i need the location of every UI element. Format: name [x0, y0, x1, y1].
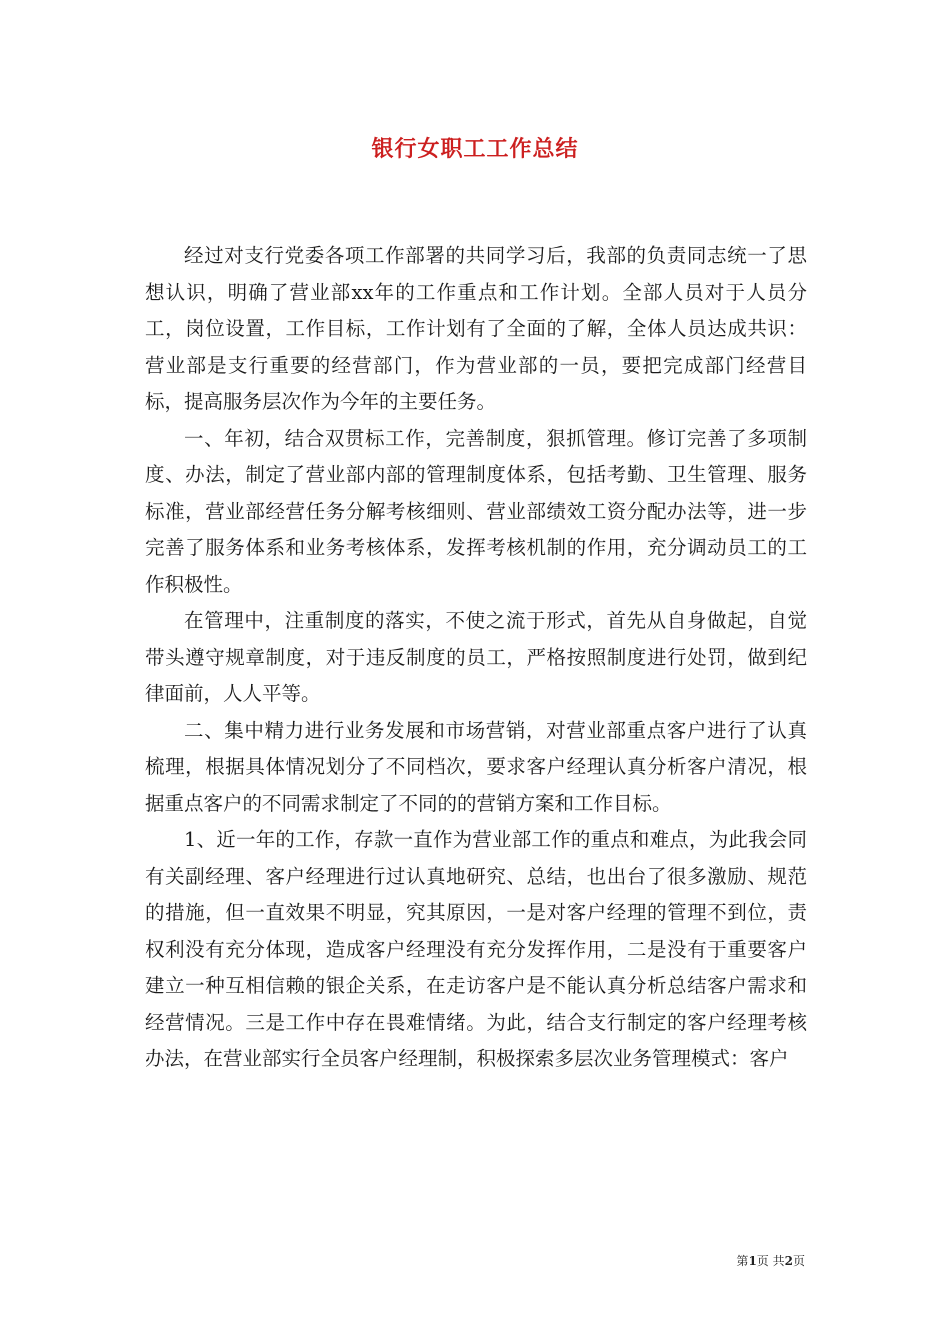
paragraph-section-two: 二、集中精力进行业务发展和市场营销，对营业部重点客户进行了认真梳理，根据具体情况划分了不同档次，要求客户经理认真分析客户清况，根据重点客户的不同需求制定了不同的的营销方案和工作目标。	[145, 718, 807, 815]
document-title: 银行女职工工作总结	[371, 136, 579, 162]
paragraph-intro: 经过对支行党委各项工作部署的共同学习后，我部的负责同志统一了思想认识，明确了营业部xx年的工作重点和工作计划。全部人员对于人员分工，岗位设置，工作目标，工作计划有了全面的了解，全体人员达成共识：营业部是支行重要的经营部门，作为营业部的一员，要把完成部门经营目标，提高服务层次作为今年的主要任务。	[145, 244, 807, 413]
footer-prefix: 第	[736, 1254, 749, 1268]
paragraph-section-one: 一、年初，结合双贯标工作，完善制度，狠抓管理。修订完善了多项制度、办法，制定了营业部内部的管理制度体系，包括考勤、卫生管理、服务标准，营业部经营任务分解考核细则、营业部绩效工资分配办法等，进一步完善了服务体系和业务考核体系，发挥考核机制的作用，充分调动员工的工作积极性。	[145, 426, 807, 596]
paragraph-item-one: 1、近一年的工作，存款一直作为营业部工作的重点和难点，为此我会同有关副经理、客户经理进行过认真地研究、总结，也出台了很多激励、规范的措施，但一直效果不明显，究其原因，一是对客户经理的管理不到位，责权利没有充分体现，造成客户经理没有充分发挥作用，二是没有于重要客户建立一种互相信赖的银企关系，在走访客户是不能认真分析总结客户需求和经营情况。三是工作中存在畏难情绪。为此，结合支行制定的客户经理考核办法，在营业部实行全员客户经理制，积极探索多层次业务管理模式：客户	[145, 828, 807, 1070]
paragraph-management: 在管理中，注重制度的落实，不使之流于形式，首先从自身做起，自觉带头遵守规章制度，对于违反制度的员工，严格按照制度进行处罚，做到纪律面前，人人平等。	[145, 609, 807, 705]
footer-current-page: 1	[748, 1254, 757, 1268]
footer-suffix: 页	[792, 1254, 805, 1268]
footer-total-pages: 2	[784, 1254, 793, 1268]
page-number-footer	[736, 1252, 805, 1269]
footer-middle: 页 共	[756, 1254, 785, 1268]
document-body	[145, 238, 807, 1078]
